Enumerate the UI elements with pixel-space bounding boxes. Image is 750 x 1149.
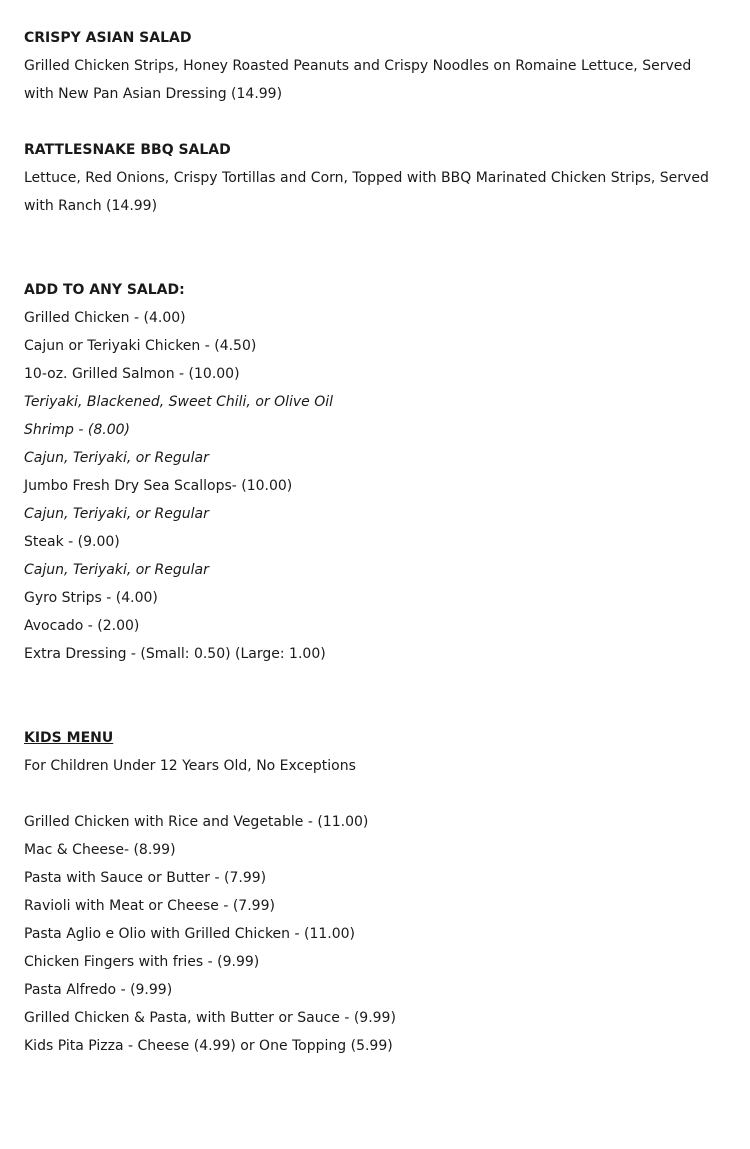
addon-option: Cajun, Teriyaki, or Regular: [24, 562, 209, 578]
kids-menu-item: Kids Pita Pizza - Cheese (4.99) or One Topping (5.99): [24, 1038, 393, 1054]
addon-item: Jumbo Fresh Dry Sea Scallops- (10.00): [24, 478, 293, 494]
kids-menu-note: For Children Under 12 Years Old, No Exceptions: [24, 758, 356, 774]
kids-menu-item: Grilled Chicken & Pasta, with Butter or Sauce - (9.99): [24, 1010, 396, 1026]
salad-name: RATTLESNAKE BBQ SALAD: [24, 142, 231, 158]
addon-item: Extra Dressing - (Small: 0.50) (Large: 1.00): [24, 646, 326, 662]
addon-item: Gyro Strips - (4.00): [24, 590, 158, 606]
addon-item: Cajun or Teriyaki Chicken - (4.50): [24, 338, 257, 354]
kids-menu-heading: KIDS MENU: [24, 730, 114, 746]
kids-menu-item: Mac & Cheese- (8.99): [24, 842, 176, 858]
addon-item: 10-oz. Grilled Salmon - (10.00): [24, 366, 240, 382]
kids-menu-item: Grilled Chicken with Rice and Vegetable - (11.00): [24, 814, 369, 830]
addon-item: Grilled Chicken - (4.00): [24, 310, 186, 326]
addon-item: Avocado - (2.00): [24, 618, 140, 634]
salad-name: CRISPY ASIAN SALAD: [24, 30, 192, 46]
kids-menu-item: Ravioli with Meat or Cheese - (7.99): [24, 898, 275, 914]
salad-description: Lettuce, Red Onions, Crispy Tortillas and Corn, Topped with BBQ Marinated Chicken Strips, Served with Ranch (14.99): [24, 170, 709, 214]
addon-option: Teriyaki, Blackened, Sweet Chili, or Olive Oil: [24, 394, 334, 410]
add-to-salad-heading: ADD TO ANY SALAD:: [24, 282, 185, 298]
addon-item: Steak - (9.00): [24, 534, 120, 550]
addon-option: Cajun, Teriyaki, or Regular: [24, 450, 209, 466]
kids-menu-item: Chicken Fingers with fries - (9.99): [24, 954, 260, 970]
kids-menu-item: Pasta Alfredo - (9.99): [24, 982, 173, 998]
kids-menu-item: Pasta with Sauce or Butter - (7.99): [24, 870, 267, 886]
addon-item: Shrimp - (8.00): [24, 422, 130, 438]
kids-menu-item: Pasta Aglio e Olio with Grilled Chicken - (11.00): [24, 926, 356, 942]
addon-option: Cajun, Teriyaki, or Regular: [24, 506, 209, 522]
salad-description: Grilled Chicken Strips, Honey Roasted Peanuts and Crispy Noodles on Romaine Lettuce, Served with New Pan Asian Dressing (14.99): [24, 58, 692, 102]
